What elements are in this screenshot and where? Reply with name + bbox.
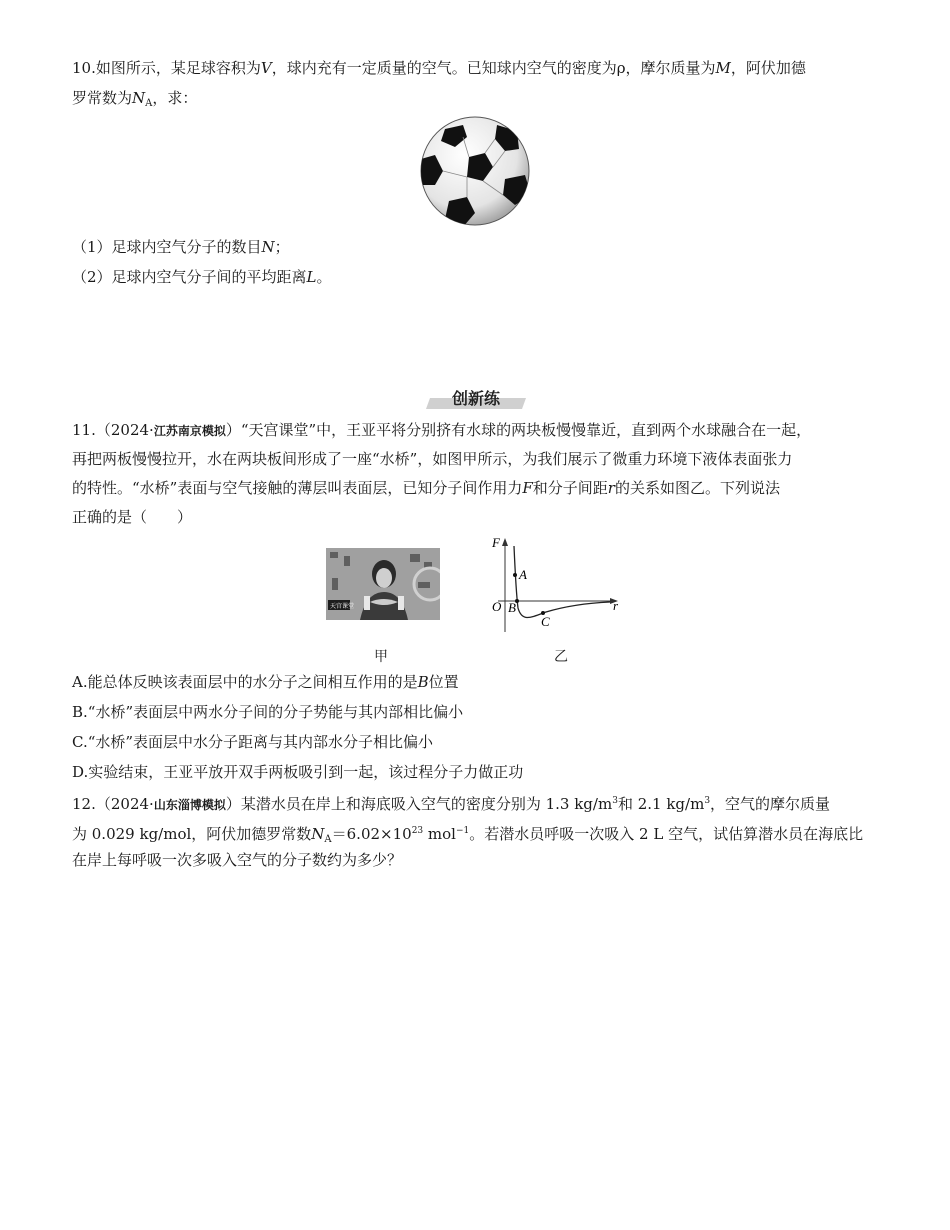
q11-line4: 正确的是（ ） <box>72 508 193 526</box>
axis-label-f: F <box>492 535 500 550</box>
point-a-label: A <box>519 567 527 582</box>
force-distance-graph <box>488 534 624 634</box>
section-banner <box>428 388 524 412</box>
q11-option-c: C.“水桥”表面层中水分子距离与其内部水分子相比偏小 <box>72 733 434 751</box>
q10-line2: 罗常数为$N_A$，求： <box>72 89 198 109</box>
point-b-label: B <box>508 600 516 615</box>
q12-line3: 在岸上每呼吸一次多吸入空气的分子数约为多少？ <box>72 851 403 869</box>
q11-line1: 11.（2024·江苏南京模拟）“天宫课堂”中，王亚平将分别挤有水球的两块板慢慢靠近，直到两个水球融合在一起， <box>72 421 812 439</box>
soccer-ball-image <box>419 115 531 227</box>
caption-jia: 甲 <box>374 649 388 665</box>
section-title: 创新练 <box>451 389 500 408</box>
q11-source: 江苏南京模拟 <box>153 424 226 438</box>
q12-line1: 12.（2024·山东淄博模拟）某潜水员在岸上和海底吸入空气的密度分别为 1.3 $kg/m^3$和 2.1 $kg/m^3$，空气的摩尔质量 <box>72 795 831 813</box>
q10-part1: （1）足球内空气分子的数目N； <box>72 238 290 256</box>
q11-option-a: A.能总体反映该表面层中的水分子之间相互作用的是B位置 <box>72 673 459 691</box>
caption-yi: 乙 <box>554 649 568 665</box>
origin-label: O <box>492 599 502 614</box>
point-a <box>513 573 517 577</box>
q11-option-d: D.实验结束，王亚平放开双手两板吸引到一起，该过程分子力做正功 <box>72 763 524 781</box>
q11-option-b: B.“水桥”表面层中两水分子间的分子势能与其内部相比偏小 <box>72 703 464 721</box>
q12-source: 山东淄博模拟 <box>153 798 226 812</box>
photo-badge-text: 天宫课堂 <box>330 603 355 610</box>
point-c-label: C <box>541 614 550 629</box>
q11-line2: 再把两板慢慢拉开，水在两块板间形成了一座“水桥”，如图甲所示，为我们展示了微重力环境下液体表面张力 <box>72 450 793 468</box>
force-curve <box>514 546 610 618</box>
y-axis-arrow <box>502 538 508 546</box>
q10-part2: （2）足球内空气分子间的平均距离L。 <box>72 268 332 286</box>
q10-line1: 10.如图所示，某足球容积为V，球内充有一定质量的空气。已知球内空气的密度为ρ，摩尔质量为M，阿伏加德 <box>72 59 806 77</box>
q12-line2: 为 0.029 kg/mol，阿伏加德罗常数$N_A=6.02\times 10^{23}$ mol$^{-1}$。若潜水员呼吸一次吸入 2 L 空气，试估算潜水员在海底比 <box>72 825 864 845</box>
q11-line3: 的特性。“水桥”表面与空气接触的薄层叫表面层，已知分子间作用力F和分子间距r的关系如图乙。下列说法 <box>72 479 780 497</box>
axis-label-r: r <box>613 598 619 613</box>
water-bridge-photo <box>326 548 440 620</box>
